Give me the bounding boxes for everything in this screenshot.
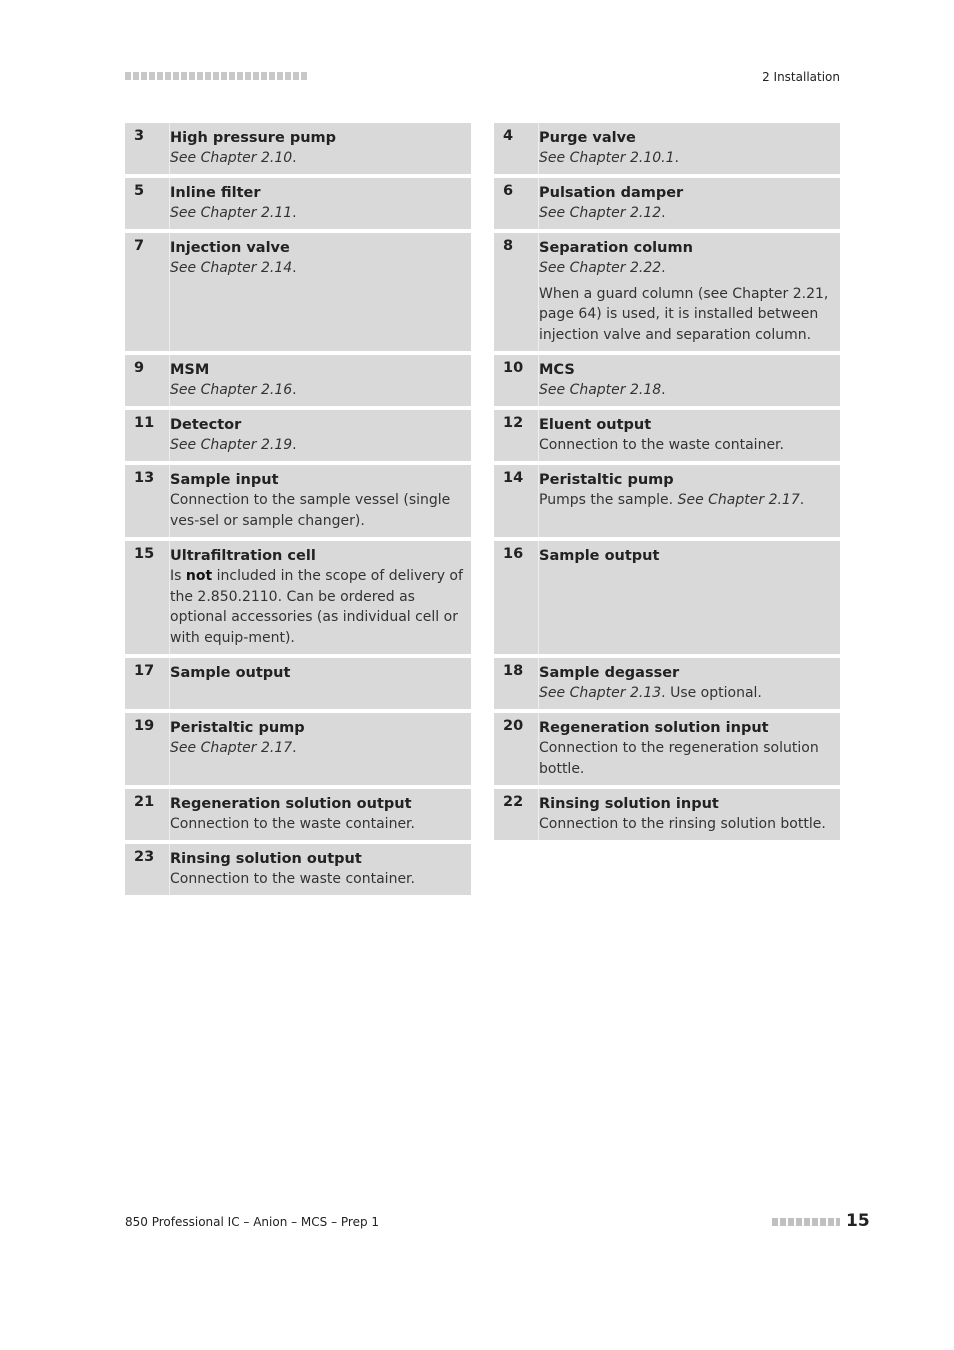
item-number: 5 — [125, 178, 170, 229]
item-number: 23 — [125, 844, 170, 895]
desc-text: . — [292, 150, 297, 166]
item-number: 18 — [494, 658, 539, 709]
item-number: 8 — [494, 233, 539, 351]
item-description — [539, 738, 832, 779]
item-number: 12 — [494, 410, 539, 461]
item-description — [170, 490, 463, 531]
item-number: 4 — [494, 123, 539, 174]
legend-item — [125, 789, 471, 840]
item-description — [170, 869, 463, 890]
desc-emphasis: not — [185, 568, 213, 584]
item-title: Regeneration solution output — [170, 796, 412, 812]
item-body — [170, 658, 471, 709]
item-title: Regeneration solution input — [539, 720, 769, 736]
item-title: Ultrafiltration cell — [170, 548, 316, 564]
item-number: 7 — [125, 233, 170, 351]
item-description — [539, 435, 832, 456]
legend-item — [125, 541, 471, 654]
legend-item — [125, 844, 471, 895]
chapter-title: 2 Installation — [762, 70, 840, 84]
item-body — [170, 355, 471, 406]
legend-item — [494, 355, 840, 406]
item-description — [539, 683, 832, 704]
item-body — [539, 541, 840, 654]
item-number: 14 — [494, 465, 539, 537]
item-number: 9 — [125, 355, 170, 406]
desc-text: . — [292, 437, 297, 453]
item-title: MSM — [170, 362, 210, 378]
item-description — [539, 203, 832, 224]
item-description — [170, 435, 463, 456]
legend-item — [125, 233, 471, 351]
desc-text: Is — [170, 568, 186, 584]
item-description — [539, 490, 832, 511]
item-number: 15 — [125, 541, 170, 654]
item-title: Rinsing solution output — [170, 851, 362, 867]
chapter-reference: See Chapter 2.11 — [170, 205, 293, 221]
desc-text: . — [674, 150, 679, 166]
item-note — [539, 284, 832, 346]
item-title: Sample degasser — [539, 665, 680, 681]
chapter-reference: See Chapter 2.19 — [170, 437, 293, 453]
item-title: Detector — [170, 417, 242, 433]
item-title: High pressure pump — [170, 130, 337, 146]
legend-item — [494, 178, 840, 229]
item-number: 3 — [125, 123, 170, 174]
item-number: 11 — [125, 410, 170, 461]
legend-item — [125, 713, 471, 785]
legend-item — [494, 658, 840, 709]
desc-text: Connection to the waste container. — [170, 871, 415, 887]
desc-text: Connection to the waste container. — [170, 816, 415, 832]
desc-text: Connection to the waste container. — [539, 437, 784, 453]
note-text: is used, it is installed between injection valve and separation column. — [539, 306, 819, 343]
desc-text: . — [292, 205, 297, 221]
legend-item — [494, 541, 840, 654]
item-body — [170, 123, 471, 174]
item-description — [170, 738, 463, 759]
item-title: Inline filter — [170, 185, 261, 201]
legend-item — [494, 233, 840, 351]
desc-text: . — [292, 260, 297, 276]
desc-text: Pumps the sample. — [539, 492, 678, 508]
chapter-reference: See Chapter 2.17 — [677, 492, 800, 508]
item-description — [170, 258, 463, 279]
legend-item — [494, 713, 840, 785]
item-body — [539, 713, 840, 785]
item-description — [170, 203, 463, 224]
item-number: 6 — [494, 178, 539, 229]
item-title: MCS — [539, 362, 575, 378]
desc-text: included in the scope of delivery of the 2.850.2110. Can be ordered as optional accessories (as individual cell or with equip-ment). — [170, 568, 463, 646]
desc-text: . — [661, 260, 666, 276]
legend-item — [125, 123, 471, 174]
item-body — [539, 233, 840, 351]
item-description — [170, 148, 463, 169]
item-body — [170, 233, 471, 351]
legend-item — [494, 410, 840, 461]
item-title: Rinsing solution input — [539, 796, 719, 812]
item-number: 22 — [494, 789, 539, 840]
chapter-reference: See Chapter 2.10.1 — [539, 150, 675, 166]
item-description — [539, 258, 832, 279]
chapter-reference: See Chapter 2.18 — [539, 382, 662, 398]
item-body — [170, 789, 471, 840]
desc-text: Connection to the rinsing solution bottle. — [539, 816, 826, 832]
desc-text: . — [661, 205, 666, 221]
item-description — [539, 380, 832, 401]
item-description — [539, 814, 832, 835]
chapter-reference: See Chapter 2.10 — [170, 150, 293, 166]
footer-decoration — [772, 1218, 840, 1226]
chapter-reference: See Chapter 2.17 — [170, 740, 293, 756]
legend-item — [125, 178, 471, 229]
item-description — [539, 148, 832, 169]
item-title: Peristaltic pump — [539, 472, 674, 488]
chapter-reference: See Chapter 2.12 — [539, 205, 662, 221]
item-number: 19 — [125, 713, 170, 785]
item-body — [170, 465, 471, 537]
chapter-reference: See Chapter 2.14 — [170, 260, 293, 276]
item-body — [539, 355, 840, 406]
desc-text: . — [799, 492, 805, 508]
item-body — [539, 410, 840, 461]
item-body — [539, 123, 840, 174]
legend-item — [494, 789, 840, 840]
item-title: Sample output — [539, 548, 660, 564]
item-body — [170, 178, 471, 229]
legend-item — [494, 123, 840, 174]
legend-item — [125, 355, 471, 406]
item-title: Eluent output — [539, 417, 652, 433]
item-title: Sample output — [170, 665, 291, 681]
legend-column-left — [125, 123, 471, 899]
desc-text: . — [661, 382, 666, 398]
item-number: 20 — [494, 713, 539, 785]
item-number: 17 — [125, 658, 170, 709]
item-description — [170, 380, 463, 401]
item-body — [170, 844, 471, 895]
item-title: Separation column — [539, 240, 693, 256]
item-title: Injection valve — [170, 240, 290, 256]
item-title: Peristaltic pump — [170, 720, 305, 736]
legend-item — [125, 658, 471, 709]
item-body — [539, 178, 840, 229]
legend-column-right — [494, 123, 840, 844]
chapter-reference: See Chapter 2.13 — [539, 685, 662, 701]
item-description — [170, 814, 463, 835]
item-description — [170, 566, 463, 648]
document-title: 850 Professional IC – Anion – MCS – Prep 1 — [125, 1215, 380, 1229]
item-title: Pulsation damper — [539, 185, 684, 201]
item-number: 21 — [125, 789, 170, 840]
chapter-reference: See Chapter 2.16 — [170, 382, 293, 398]
header-decoration — [125, 72, 307, 80]
legend-item — [125, 465, 471, 537]
note-text: When a guard column — [539, 285, 698, 302]
item-body — [539, 789, 840, 840]
item-title: Purge valve — [539, 130, 636, 146]
item-number: 16 — [494, 541, 539, 654]
chapter-reference: (see Chapter 2.21, page 64) — [539, 285, 829, 322]
page-number: 15 — [846, 1211, 870, 1231]
item-number: 13 — [125, 465, 170, 537]
desc-text: Connection to the sample vessel (single ves-sel or sample changer). — [170, 492, 451, 529]
legend-item — [125, 410, 471, 461]
desc-text: Connection to the regeneration solution bottle. — [539, 740, 819, 777]
item-body — [170, 541, 471, 654]
item-title: Sample input — [170, 472, 279, 488]
legend-item — [494, 465, 840, 537]
item-body — [539, 465, 840, 537]
item-body — [539, 658, 840, 709]
desc-text: . Use optional. — [661, 685, 762, 701]
desc-text: . — [292, 740, 297, 756]
item-body — [170, 410, 471, 461]
chapter-reference: See Chapter 2.22 — [539, 260, 662, 276]
item-body — [170, 713, 471, 785]
item-number: 10 — [494, 355, 539, 406]
desc-text: . — [292, 382, 297, 398]
